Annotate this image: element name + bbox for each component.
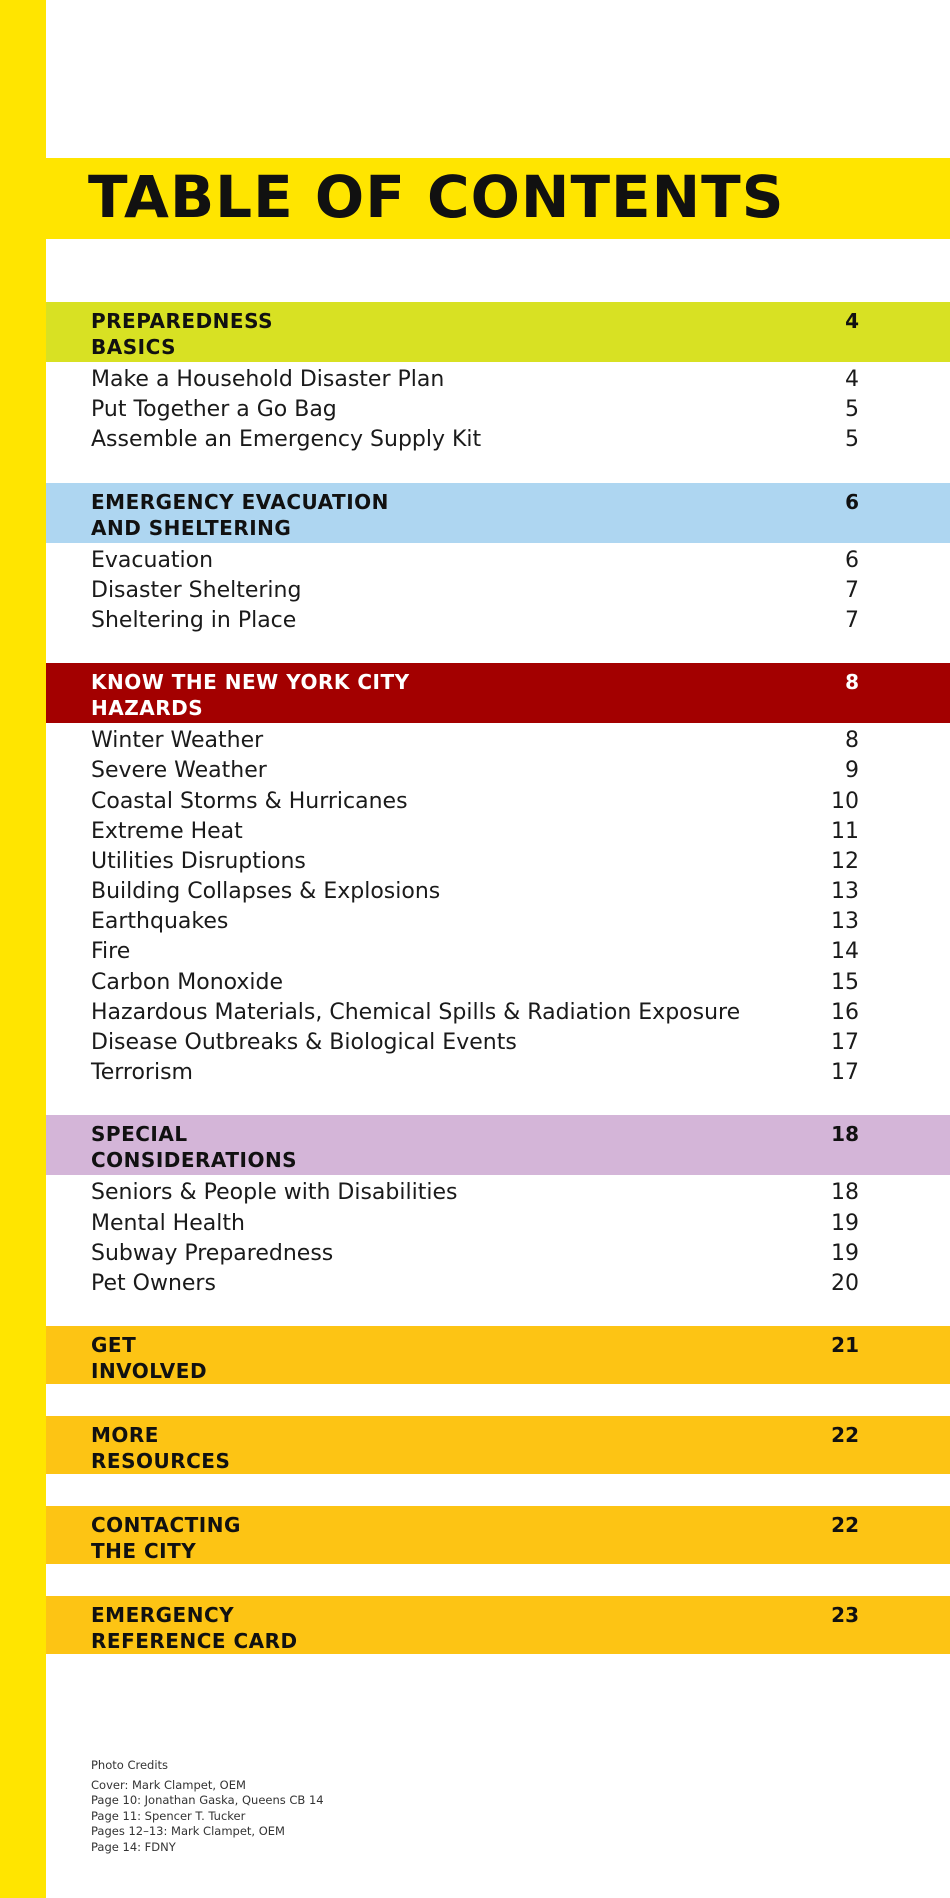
section-title-line: PREPAREDNESS: [91, 309, 273, 333]
section-header[interactable]: [46, 663, 950, 723]
toc-entry-label: Sheltering in Place: [91, 607, 297, 633]
section-page-number: 23: [831, 1603, 859, 1628]
toc-entry-page: 9: [845, 758, 859, 784]
section-items: [46, 362, 950, 456]
section-title-line: EMERGENCY EVACUATION: [91, 489, 389, 514]
section-page-number: 22: [831, 1423, 859, 1448]
section-more-resources[interactable]: [46, 1416, 950, 1474]
toc-entry-page: 19: [831, 1240, 859, 1266]
photo-credit-line: Pages 12–13: Mark Clampet, OEM: [91, 1824, 285, 1838]
toc-entry-label: Terrorism: [91, 1060, 193, 1086]
toc-entry-page: 11: [831, 818, 859, 844]
section-title: [91, 1602, 511, 1654]
toc-entry[interactable]: [91, 1178, 950, 1208]
toc-entry-label: Carbon Monoxide: [91, 969, 284, 995]
section-header[interactable]: [46, 1115, 950, 1175]
toc-entry-label: Coastal Storms & Hurricanes: [91, 788, 408, 814]
section-page-number: 4: [845, 309, 859, 333]
toc-entry[interactable]: [91, 847, 950, 877]
section-title-line: KNOW THE NEW YORK CITY: [91, 670, 410, 695]
toc-entry-label: Subway Preparedness: [91, 1240, 334, 1266]
toc-entry[interactable]: [91, 998, 950, 1028]
toc-entry-page: 19: [831, 1210, 859, 1236]
toc-entry-label: Winter Weather: [91, 728, 264, 754]
section-title-line: BASICS: [91, 335, 177, 359]
section-get-involved[interactable]: [46, 1326, 950, 1384]
toc-entry-label: Pet Owners: [91, 1270, 216, 1296]
toc-entry-label: Evacuation: [91, 547, 214, 573]
section-title: [91, 489, 511, 541]
toc-entry-label: Disaster Sheltering: [91, 577, 302, 603]
section-preparedness-basics: [46, 302, 950, 483]
toc-entry-page: 18: [831, 1180, 859, 1206]
toc-entry[interactable]: [91, 546, 950, 576]
toc-entry[interactable]: [91, 1269, 950, 1299]
toc-entry-label: Make a Household Disaster Plan: [91, 367, 445, 392]
toc-entry[interactable]: [91, 756, 950, 786]
toc-entry-label: Mental Health: [91, 1210, 245, 1236]
toc-entry[interactable]: [91, 968, 950, 998]
toc-entry-page: 7: [845, 577, 859, 603]
photo-credit-line: Page 10: Jonathan Gaska, Queens CB 14: [91, 1793, 324, 1807]
photo-credit-line: Cover: Mark Clampet, OEM: [91, 1777, 246, 1792]
toc-entry-page: 12: [831, 848, 859, 874]
toc-entry-label: Disease Outbreaks & Biological Events: [91, 1030, 517, 1055]
toc-entry[interactable]: [91, 726, 950, 756]
section-title-line: SPECIAL: [91, 1122, 188, 1147]
toc-entry-page: 14: [831, 939, 859, 965]
toc-entry[interactable]: [91, 606, 950, 636]
toc-entry[interactable]: [91, 877, 950, 907]
section-header[interactable]: [46, 483, 950, 543]
photo-credits: [91, 1758, 324, 1855]
section-title: [91, 308, 511, 360]
section-special-considerations: [46, 1115, 950, 1326]
section-title-line: AND SHELTERING: [91, 515, 292, 540]
table-of-contents: [46, 302, 950, 1654]
toc-entry[interactable]: [91, 395, 950, 425]
section-title: [91, 669, 511, 721]
left-color-bar: [0, 0, 46, 1898]
section-page-number: 22: [831, 1513, 859, 1538]
toc-entry[interactable]: [91, 937, 950, 967]
toc-entry-label: Put Together a Go Bag: [91, 397, 337, 423]
toc-entry-page: 20: [831, 1270, 859, 1296]
section-title-line: INVOLVED: [91, 1359, 208, 1384]
toc-entry-page: 17: [831, 1060, 859, 1086]
section-items: [46, 543, 950, 637]
section-title-line: CONSIDERATIONS: [91, 1148, 298, 1173]
title-band: [46, 158, 950, 239]
toc-entry-label: Utilities Disruptions: [91, 848, 306, 874]
section-contacting-the-city[interactable]: [46, 1506, 950, 1564]
toc-entry-page: 8: [845, 728, 859, 754]
toc-entry-label: Fire: [91, 939, 131, 965]
section-page-number: 6: [845, 489, 859, 514]
toc-entry-page: 13: [831, 879, 859, 905]
toc-entry[interactable]: [91, 425, 950, 455]
toc-entry-page: 5: [845, 397, 859, 423]
section-items: [46, 1175, 950, 1299]
toc-entry-page: 7: [845, 607, 859, 633]
toc-entry-page: 13: [831, 909, 859, 935]
page-title: TABLE OF CONTENTS: [88, 163, 785, 231]
toc-entry-label: Assemble an Emergency Supply Kit: [91, 427, 482, 453]
toc-entry-label: Severe Weather: [91, 758, 267, 784]
toc-entry-page: 4: [845, 367, 859, 392]
section-emergency-evacuation: [46, 483, 950, 664]
toc-entry-label: Hazardous Materials, Chemical Spills & Radiation Exposure: [91, 999, 741, 1025]
section-title-line: MORE: [91, 1423, 159, 1448]
toc-entry[interactable]: [91, 576, 950, 606]
toc-entry-page: 5: [845, 427, 859, 453]
section-title: [91, 1422, 511, 1474]
toc-entry[interactable]: [91, 787, 950, 817]
toc-entry[interactable]: [91, 1058, 950, 1088]
section-title: [91, 1121, 511, 1173]
toc-entry-label: Extreme Heat: [91, 818, 243, 844]
toc-entry-label: Building Collapses & Explosions: [91, 879, 441, 905]
toc-entry[interactable]: [91, 907, 950, 937]
toc-entry-page: 10: [831, 788, 859, 814]
section-header[interactable]: [46, 302, 950, 362]
photo-credits-heading: Photo Credits: [91, 1758, 169, 1772]
section-title: [91, 1512, 511, 1564]
section-title-line: RESOURCES: [91, 1449, 231, 1474]
toc-entry-page: 15: [831, 969, 859, 995]
section-page-number: 18: [831, 1122, 859, 1147]
toc-entry-label: Seniors & People with Disabilities: [91, 1180, 458, 1206]
section-page-number: 21: [831, 1333, 859, 1358]
section-title-line: GET: [91, 1333, 137, 1358]
toc-entry[interactable]: [91, 1209, 950, 1239]
toc-entry-page: 6: [845, 547, 859, 573]
toc-entry[interactable]: [91, 1028, 950, 1058]
section-emergency-reference-card[interactable]: [46, 1596, 950, 1654]
toc-entry[interactable]: [91, 365, 950, 395]
section-title-line: HAZARDS: [91, 696, 204, 721]
section-title-line: EMERGENCY: [91, 1603, 235, 1628]
toc-entry-page: 16: [831, 999, 859, 1025]
section-title-line: THE CITY: [91, 1539, 197, 1564]
section-title-line: REFERENCE CARD: [91, 1629, 298, 1654]
toc-entry-page: 17: [831, 1030, 859, 1055]
section-title: [91, 1332, 511, 1384]
section-page-number: 8: [845, 670, 859, 695]
toc-entry[interactable]: [91, 1239, 950, 1269]
toc-entry-label: Earthquakes: [91, 909, 229, 935]
section-items: [46, 723, 950, 1088]
toc-entry[interactable]: [91, 817, 950, 847]
section-title-line: CONTACTING: [91, 1513, 241, 1538]
section-nyc-hazards: [46, 663, 950, 1115]
photo-credit-line: Page 11: Spencer T. Tucker: [91, 1808, 246, 1823]
photo-credit-line: Page 14: FDNY: [91, 1839, 176, 1854]
